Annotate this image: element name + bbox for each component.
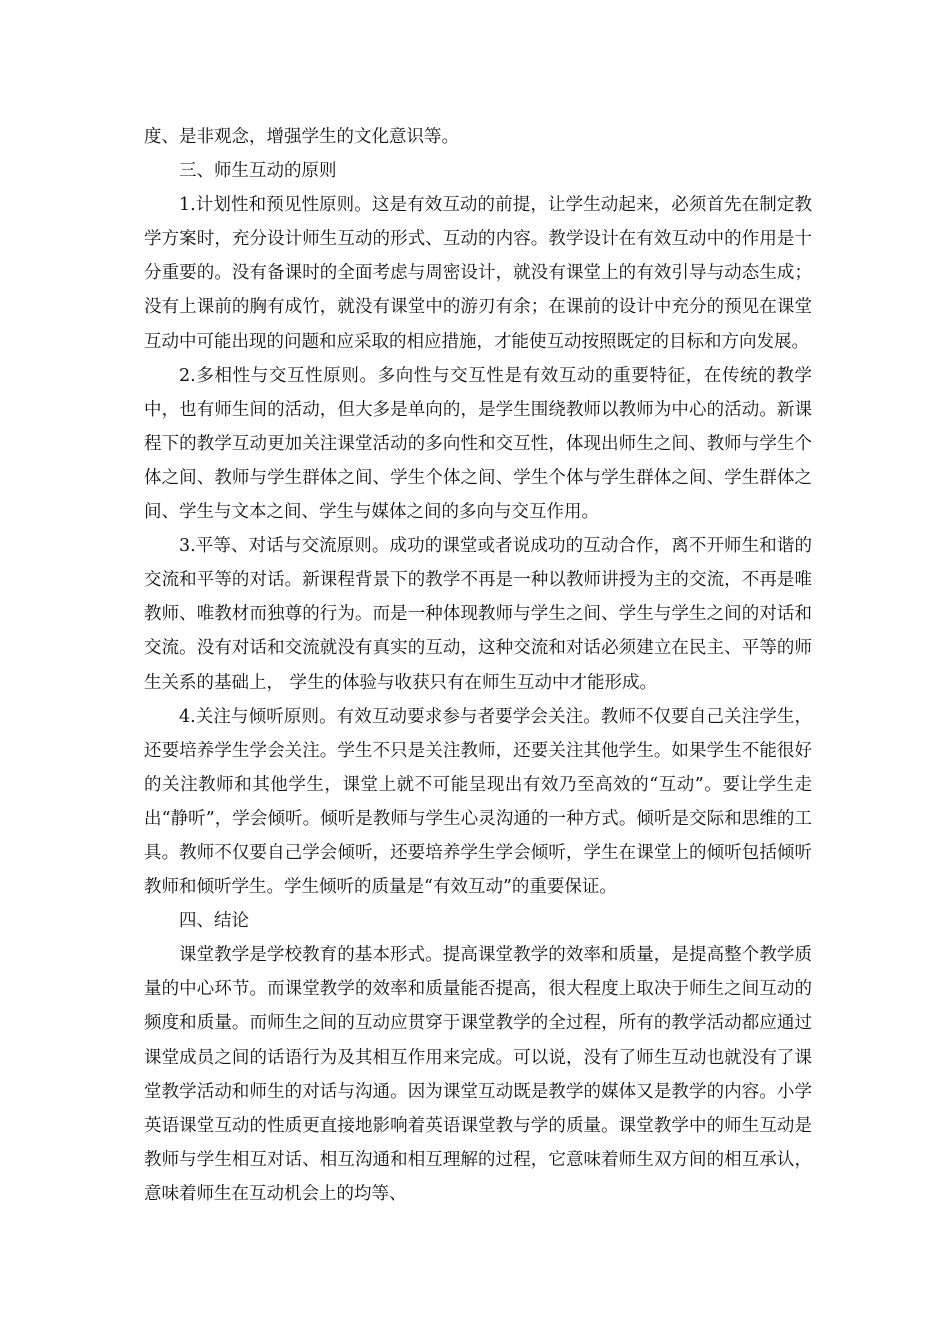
- paragraph-principle-3: 3.平等、对话与交流原则。成功的课堂或者说成功的互动合作，离不开师生和谐的交流和平等的对话。新课程背景下的教学不再是一种以教师讲授为主的交流，不再是唯教师、唯教材而独尊的行为。而是一种体现教师与学生之间、学生与学生之间的对话和交流。没有对话和交流就没有真实的互动，这种交流和对话必须建立在民主、平等的师生关系的基础上， 学生的体验与收获只有在师生互动中才能形成。: [144, 536, 812, 693]
- paragraph-principle-4: 4.关注与倾听原则。有效互动要求参与者要学会关注。教师不仅要自己关注学生，还要培养学生学会关注。学生不只是关注教师，还要关注其他学生。如果学生不能很好的关注教师和其他学生，课堂上就不可能呈现出有效乃至高效的“互动”。要让学生走出“静听”，学会倾听。倾听是教师与学生心灵沟通的一种方式。倾听是交际和思维的工具。教师不仅要自己学会倾听，还要培养学生学会倾听，学生在课堂上的倾听包括倾听教师和倾听学生。学生倾听的质量是“有效互动”的重要保证。: [144, 706, 812, 898]
- paragraph-principle-2: 2.多相性与交互性原则。多向性与交互性是有效互动的重要特征，在传统的教学中，也有师生间的活动，但大多是单向的，是学生围绕教师以教师为中心的活动。新课程下的教学互动更加关注课堂活动的多向性和交互性，体现出师生之间、教师与学生个体之间、教师与学生群体之间、学生个体之间、学生个体与学生群体之间、学生群体之间、学生与文本之间、学生与媒体之间的多向与交互作用。: [144, 365, 812, 523]
- document-body: [144, 120, 812, 1211]
- paragraph-conclusion: 课堂教学是学校教育的基本形式。提高课堂教学的效率和质量，是提高整个教学质量的中心环节。而课堂教学的效率和质量能否提高，很大程度上取决于师生之间互动的频度和质量。而师生之间的互动应贯穿于课堂教学的全过程，所有的教学活动都应通过课堂成员之间的话语行为及其相互作用来完成。可以说，没有了师生互动也就没有了课堂教学活动和师生的对话与沟通。因为课堂互动既是教学的媒体又是教学的内容。小学英语课堂互动的性质更直接地影响着英语课堂教与学的质量。课堂教学中的师生互动是教师与学生相互对话、相互沟通和相互理解的过程，它意味着师生双方间的相互承认，意味着师生在互动机会上的均等、: [144, 945, 812, 1204]
- section-heading-principles: 三、师生互动的原则: [179, 161, 337, 182]
- paragraph-principle-1: 1.计划性和预见性原则。这是有效互动的前提，让学生动起来，必须首先在制定教学方案时，充分设计师生互动的形式、互动的内容。教学设计在有效互动中的作用是十分重要的。没有备课时的全面考虑与周密设计，就没有课堂上的有效引导与动态生成；没有上课前的胸有成竹，就没有课堂中的游刃有余；在课前的设计中充分的预见在课堂互动中可能出现的问题和应采取的相应措施，才能使互动按照既定的目标和方向发展。: [144, 195, 812, 352]
- paragraph-continuation: 度、是非观念，增强学生的文化意识等。: [144, 127, 459, 147]
- section-heading-conclusion: 四、结论: [179, 911, 249, 932]
